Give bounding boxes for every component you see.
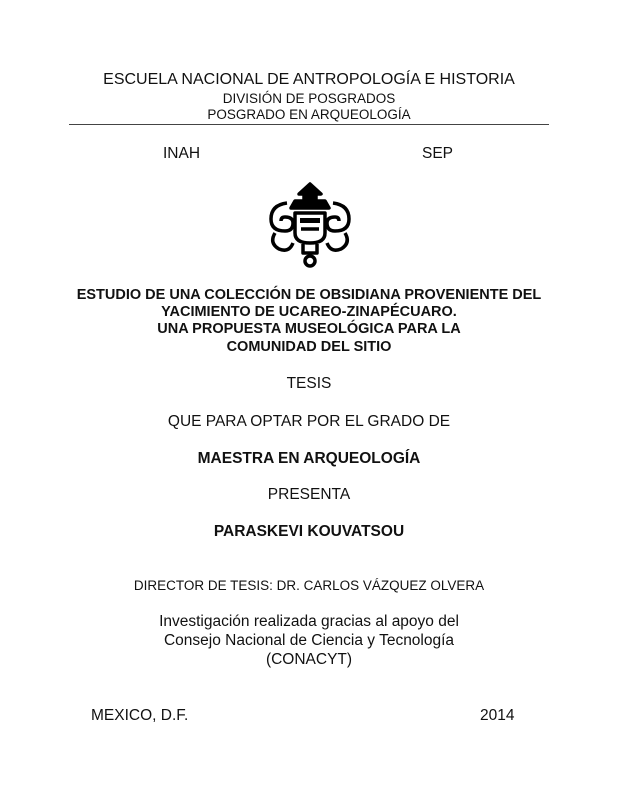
program-name: POSGRADO EN ARQUEOLOGÍA [207,107,411,122]
degree-name: MAESTRA EN ARQUEOLOGÍA [197,450,421,467]
presenta-label: PRESENTA [267,486,351,503]
funding-line-2: Consejo Nacional de Ciencia y Tecnología [163,632,455,649]
institution-sep: SEP [422,145,454,162]
thesis-label: TESIS [286,375,332,392]
school-name: ESCUELA NACIONAL DE ANTROPOLOGÍA E HISTORIA [103,71,515,88]
year: 2014 [480,707,515,724]
author-name: PARASKEVI KOUVATSOU [213,523,405,540]
title-line-4: COMUNIDAD DEL SITIO [226,339,392,355]
thesis-director: DIRECTOR DE TESIS: DR. CARLOS VÁZQUEZ OLVERA [133,578,485,593]
title-line-3: UNA PROPUESTA MUSEOLÓGICA PARA LA [157,321,461,337]
mesoamerican-glyph-emblem-icon [265,181,355,269]
degree-intro: QUE PARA OPTAR POR EL GRADO DE [167,413,451,430]
funding-line-3: (CONACYT) [265,651,353,668]
institution-inah: INAH [163,145,201,162]
header-divider [69,124,549,125]
title-line-2: YACIMIENTO DE UCAREO-ZINAPÉCUARO. [161,304,457,320]
title-line-1: ESTUDIO DE UNA COLECCIÓN DE OBSIDIANA PROVENIENTE DEL [76,287,542,303]
place: MEXICO, D.F. [91,707,189,724]
funding-line-1: Investigación realizada gracias al apoyo del [159,613,459,630]
division-name: DIVISIÓN DE POSGRADOS [222,91,396,106]
